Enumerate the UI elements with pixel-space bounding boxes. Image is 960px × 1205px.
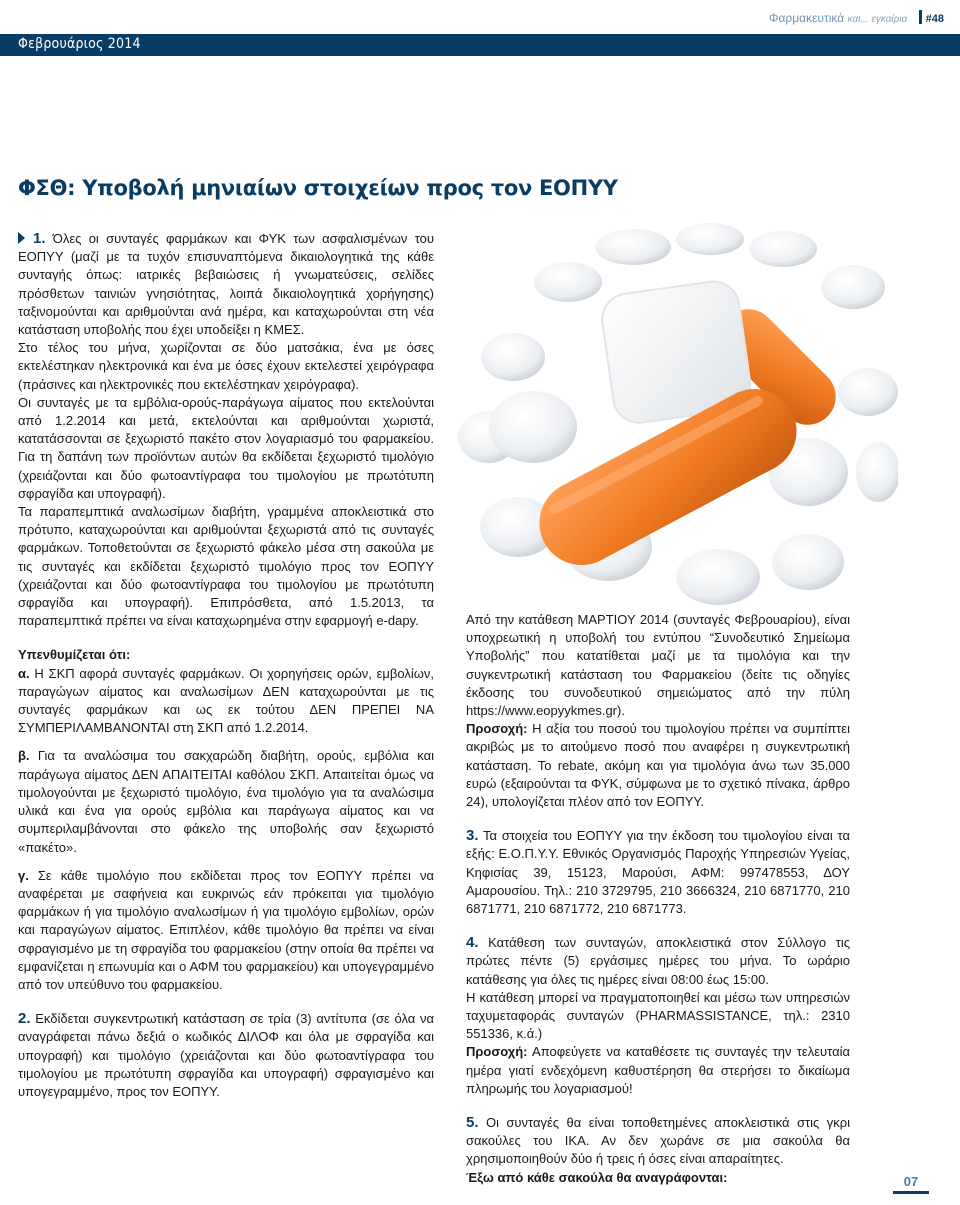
item-2-text: Εκδίδεται συγκεντρωτική κατάσταση σε τρία (3) αντίτυπα (σε όλα να αναγράφεται πάνω δεξιά ο κωδικός ΔΙΛΟΦ και όλα με σφραγίδα και υπογραφή) και τιμολόγιο (χρειάζονται και δύο φωτοαντίγραφα του τιμολογίου με πρωτότυπη σφραγίδα και υπογραφή) σφραγισμένο και υπογεγραμμένο, προς τον ΕΟΠΥΥ. xyxy=(18,1011,434,1099)
submission-note: Από την κατάθεση ΜΑΡΤΙΟΥ 2014 (συνταγές Φεβρουαρίου), είναι υποχρεωτική η υποβολή του εντύπου “Συνοδευτικό Σημείωμα Υποβολής” που κατατίθεται μαζί με τα τιμολόγια και την συγκεντρωτική κατάσταση του Φαρμακείου (δείτε τις οδηγίες έκδοσης του συνοδευτικού σημειώματος από την πύλη https://www.eopyykmes.gr). xyxy=(466,612,850,719)
pills-photo xyxy=(458,217,898,614)
section-header xyxy=(769,10,944,25)
item-1-text: Όλες οι συνταγές φαρμάκων και ΦΥΚ των ασφαλισμένων του ΕΟΠΥΥ (μαζί με τα τυχόν επισυναπτόμενα δικαιολογητικά της κάθε συνταγής όπως: ιατρικές βεβαιώσεις ή γνωματεύσεις, σελίδες πρόσθετων ταινιών γνησιότητας, λοιπά δικαιολογητικά χορήγησης) ταξινομούνται και αριθμούνται ανά ημέρα, και καταχωρούνται στη νέα κατάσταση υποβολής που έχει υποδείξει η ΚΜΕΣ. xyxy=(18,231,434,338)
paragraph-vaccines: Οι συνταγές με τα εμβόλια-ορούς-παράγωγα αίματος που εκτελούνται από 1.2.2014 και μετά, εκτελούνται και αριθμούνται χωριστά, κατατάσσονται σε ξεχωριστό πακέτο στον λογαριασμό του φαρμακείου. Για τη δαπάνη των προϊόντων αυτών θα εκδίδεται ξεχωριστό τιμολόγιο (χρειάζονται και δύο φωτοαντίγραφα του τιμολογίου με πρωτότυπη σφραγίδα και υπογραφή). xyxy=(18,394,434,501)
item-1 xyxy=(18,230,434,339)
reminder-a-label: α. xyxy=(18,665,30,681)
reminder-b-label: β. xyxy=(18,748,30,764)
item-3-number: 3. xyxy=(466,827,479,845)
item-4-courier: Η κατάθεση μπορεί να πραγματοποιηθεί και μέσω των υπηρεσιών ταχυμεταφοράς συνταγών (PHARMASSISTANCE, τηλ.: 2310 551336, κ.ά.) xyxy=(466,989,850,1042)
closing-line: Έξω από κάθε σακούλα θα αναγράφονται: xyxy=(466,1169,728,1185)
item-2 xyxy=(18,1010,434,1101)
attention-2-text: Αποφεύγετε να καταθέσετε τις συνταγές την τελευταία ημέρα γιατί ενδεχόμενη καθυστέρηση θα στερήσει το δικαίωμα πληρωμής του λογαριασμού! xyxy=(466,1044,850,1096)
top-bar xyxy=(0,34,960,56)
item-5 xyxy=(466,1114,850,1169)
issue-date: Φεβρουάριος 2014 xyxy=(18,36,141,52)
reminder-a xyxy=(18,665,434,738)
item-4-number: 4. xyxy=(466,934,479,952)
item-4-text: Κατάθεση των συνταγών, αποκλειστικά στον Σύλλογο τις πρώτες πέντε (5) εργάσιμες ημέρες του μήνα. Το ωράριο κατάθεσης για όλες τις ημέρες είναι 08:00 έως 15:00. xyxy=(466,935,850,987)
item-3 xyxy=(466,827,850,918)
page-number-underline xyxy=(893,1191,929,1194)
issue-number: #48 xyxy=(925,13,944,25)
item-5-text: Οι συνταγές θα είναι τοποθετημένες αποκλειστικά στις γκρι σακούλες του ΙΚΑ. Αν δεν χωράνε σε μια σακούλα θα χρησιμοποιηθούν δύο ή τρεις ή όσες είναι απαραίτητες. xyxy=(466,1115,850,1167)
reminder-a-text: Η ΣΚΠ αφορά συνταγές φαρμάκων. Οι χορηγήσεις ορών, εμβολίων, παραγώγων αίματος και αναλωσίμων ΔΕΝ καταχωρούνται με τις συνταγές φαρμάκων και ως εκ τούτου ΔΕΝ ΠΡΕΠΕΙ ΝΑ ΣΥΜΠΕΡΙΛΑΜΒΑΝΟΝΤΑΙ στη ΣΚΠ από 1.2.2014. xyxy=(18,665,434,736)
reminder-b xyxy=(18,747,434,856)
page-title: ΦΣΘ: Υποβολή μηνιαίων στοιχείων προς τον ΕΟΠΥΥ xyxy=(18,176,618,200)
left-column xyxy=(18,230,434,1101)
attention-1-text: Η αξία του ποσού του τιμολογίου πρέπει να συμπίπτει ακριβώς με το αιτούμενο ποσό που αναφέρει η συγκεντρωτική κατάσταση. Το rebate, ακόμη και για τιμολόγια άνω των 35.000 ευρώ (εξαιρούνται τα ΦΥΚ, σύμφωνα με το σχετικό πίνακα, άρθρο 24), υπολογίζεται πλέον από τον ΕΟΠΥΥ. xyxy=(466,721,850,810)
attention-2-label: Προσοχή: xyxy=(466,1044,528,1060)
header-divider xyxy=(919,10,922,24)
page-number xyxy=(893,1174,929,1194)
reminder-b-text: Για τα αναλώσιμα του σακχαρώδη διαβήτη, ορούς, εμβόλια και παράγωγα αίματος ΔΕΝ ΑΠΑΙΤΕΙΤΑΙ καθόλου ΣΚΠ. Απαιτείται όμως να τιμολογούνται με ξεχωριστό τιμολόγιο, ένα τιμολόγιο για τα αναλώσιμα υλικά και ένα για ορούς εμβόλια και παράγωγα αίματος και να συμπεριλαμβάνονται στο φάκελο της υποβολής σαν ξεχωριστό «πακέτο». xyxy=(18,748,434,855)
reminder-title: Υπενθυμίζεται ότι: xyxy=(18,647,131,663)
page-number-text: 07 xyxy=(903,1174,919,1189)
attention-1 xyxy=(466,720,850,811)
item-3-text: Τα στοιχεία του ΕΟΠΥΥ για την έκδοση του τιμολογίου είναι τα εξής: Ε.Ο.Π.Υ.Υ. Εθνικός Οργανισμός Παροχής Υπηρεσιών Υγείας, Κηφισίας 39, 15123, Μαρούσι, ΑΦΜ: 997478553, ΔΟΥ Αμαρουσίου. Τηλ.: 210 3729795, 210 3666324, 210 6871770, 210 6871771, 210 6871772, 210 6871773. xyxy=(466,828,850,917)
item-1-number: 1. xyxy=(33,230,46,247)
section-name: Φαρμακευτικά xyxy=(768,11,845,25)
item-4 xyxy=(466,934,850,989)
reminder-c-label: γ. xyxy=(18,867,29,883)
right-column xyxy=(466,611,850,1187)
item-5-number: 5. xyxy=(466,1114,479,1132)
reminder-c xyxy=(18,867,434,994)
paragraph-diabetes: Τα παραπεμπτικά αναλωσίμων διαβήτη, γραμμένα αποκλειστικά στο πρότυπο, καταχωρούνται και αριθμούνται ξεχωριστά από τις συνταγές φαρμάκων. Τοποθετούνται σε ξεχωριστό φάκελο μέσα στη σακούλα με τις συνταγές και εκδίδεται ξεχωριστό τιμολόγιο προς τον ΕΟΠΥΥ (χρειάζονται και δύο φωτοαντίγραφα του τιμολογίου με πρωτότυπη σφραγίδα και υπογραφή). Επιπρόσθετα, από 1.5.2013, τα παραπεμπτικά πρέπει να είναι καταχωρημένα στην εφαρμογή e-dapy. xyxy=(18,504,434,629)
attention-2 xyxy=(466,1043,850,1098)
attention-1-label: Προσοχή: xyxy=(466,721,528,737)
bullet-arrow-icon xyxy=(18,232,25,244)
reminder-c-text: Σε κάθε τιμολόγιο που εκδίδεται προς τον ΕΟΠΥΥ πρέπει να αναφέρεται με σαφήνεια και ευκρινώς εάν πρόκειται για τιμολόγιο φαρμάκων ή για τιμολόγιο αναλωσίμων ή για τιμολόγιο εμβολίων, ορών και παραγώγων αίματος. Επιπλέον, κάθε τιμολόγιο θα πρέπει να είναι σφραγισμένο με τη σφραγίδα του φαρμακείου (στην οποία θα πρέπει να εμφανίζεται η επωνυμία και ο ΑΦΜ του φαρμακείου) και υπογεγραμμένο από τον υπεύθυνο του φαρμακείου. xyxy=(18,867,434,992)
item-2-number: 2. xyxy=(18,1010,31,1028)
section-subtitle: και... εγκαίρια xyxy=(847,14,908,25)
paragraph-split: Στο τέλος του μήνα, χωρίζονται σε δύο ματσάκια, ένα με όσες εκτελέστηκαν ηλεκτρονικά και ένα με όσες έχουν εκτελεστεί χειρόγραφα (πράσινες και ηλεκτρονικές που εκτελέστηκαν χειρόγραφα). xyxy=(18,340,434,392)
